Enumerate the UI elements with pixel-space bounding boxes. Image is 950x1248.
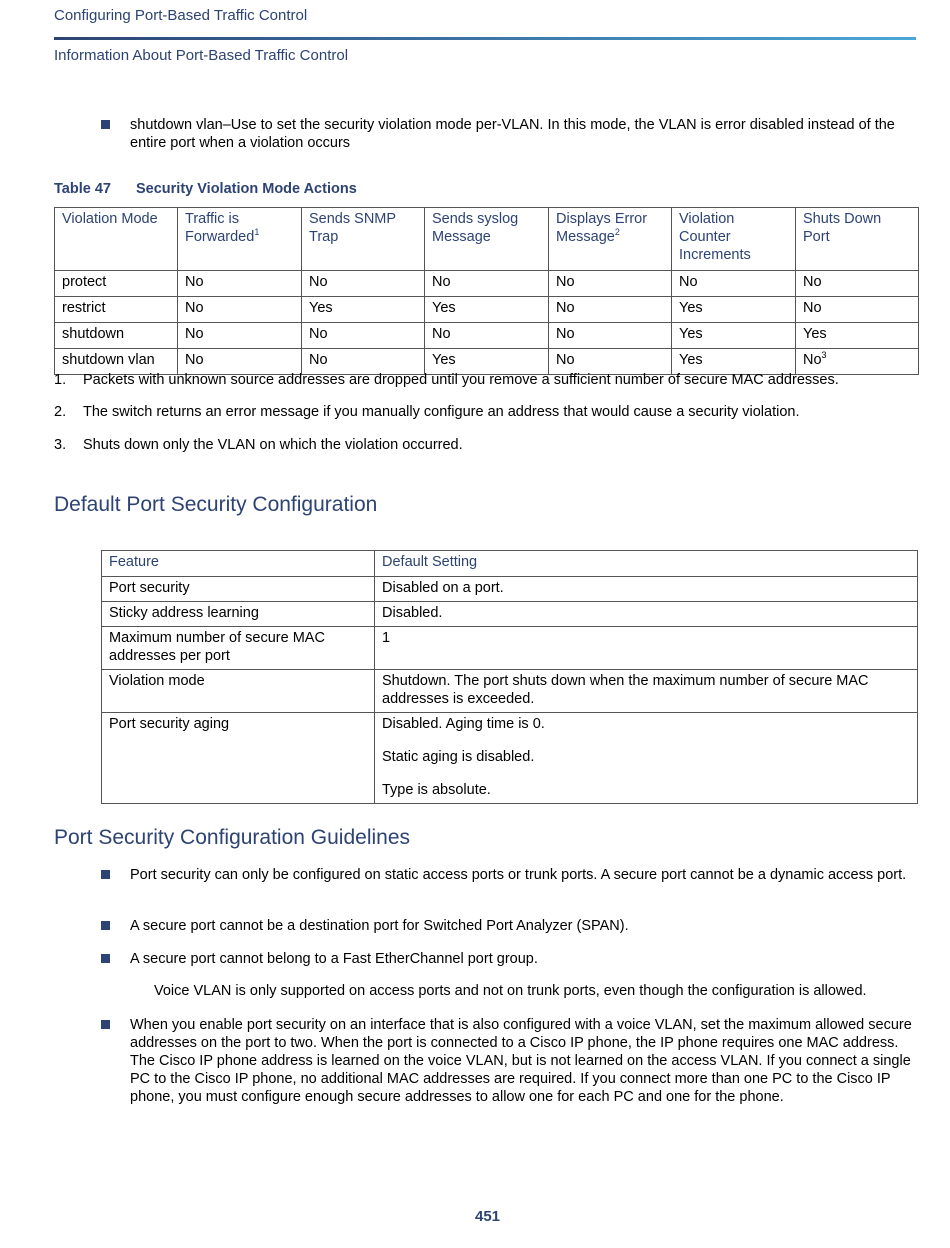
chapter-title: Configuring Port-Based Traffic Control — [54, 7, 308, 24]
guideline-bullet: Port security can only be configured on static access ports or trunk ports. A secure port cannot be a dynamic access port. — [130, 866, 914, 884]
header-traffic-forwarded: Traffic is Forwarded$^1$ — [178, 208, 302, 271]
table-cell: Yes — [425, 349, 549, 375]
voice-vlan-note: Voice VLAN is only supported on access ports and not on trunk ports, even though the configuration is allowed. — [154, 983, 867, 999]
table-47-caption — [54, 180, 357, 198]
table-cell: shutdown vlan — [55, 349, 178, 375]
table-cell: Yes — [302, 297, 425, 323]
table-cell: No — [672, 271, 796, 297]
header-violation-mode: Violation Mode — [55, 208, 178, 271]
header-feature: Feature — [102, 551, 375, 577]
table-cell: No — [302, 323, 425, 349]
setting-cell: Shutdown. The port shuts down when the maximum number of secure MAC addresses is exceeded. — [375, 670, 918, 713]
table-cell: No — [178, 349, 302, 375]
footnote-2: 2. The switch returns an error message if you manually configure an address that would cause a security violation. — [54, 404, 800, 420]
feature-cell: Maximum number of secure MAC addresses per port — [102, 627, 375, 670]
setting-cell: Disabled. — [375, 602, 918, 627]
bullet-square-icon — [101, 954, 110, 963]
table-cell: No$^3$ — [796, 349, 919, 375]
table-cell: restrict — [55, 297, 178, 323]
table-row — [55, 271, 919, 297]
table-row — [102, 670, 918, 713]
feature-cell: Port security aging — [102, 713, 375, 804]
header-rule — [54, 37, 916, 40]
page-number: 451 — [474, 1208, 501, 1225]
guideline-bullet: When you enable port security on an interface that is also configured with a voice VLAN, set the maximum allowed secure addresses on the port to two. When the port is connected to a Cisco IP phone, the IP phone requires one MAC address. The Cisco IP phone address is learned on the voice VLAN, but is not learned on the access VLAN. If you connect a single PC to the Cisco IP phone, no additional MAC addresses are required. If you connect more than one PC to the Cisco IP phone, you must configure enough secure addresses to allow one for each PC and one for the phone. — [130, 1016, 914, 1106]
setting-cell: Disabled. Aging time is 0. Static aging is disabled. Type is absolute. — [375, 713, 918, 804]
table-cell: Yes — [672, 297, 796, 323]
table-47-title: Security Violation Mode Actions — [136, 181, 357, 197]
table-cell: No — [425, 271, 549, 297]
table-cell: No — [549, 271, 672, 297]
table-cell: No — [796, 271, 919, 297]
setting-cell: Disabled on a port. — [375, 577, 918, 602]
table-cell: Yes — [425, 297, 549, 323]
footnote-ref-1: 1 — [254, 227, 260, 237]
guidelines-heading: Port Security Configuration Guidelines — [54, 826, 411, 849]
table-cell: No — [178, 271, 302, 297]
table-cell: No — [549, 297, 672, 323]
header-syslog-message: Sends syslog Message — [425, 208, 549, 271]
header-shuts-down-port: Shuts Down Port — [796, 208, 919, 271]
table-47-number: Table 47 — [54, 181, 111, 197]
table-row — [102, 627, 918, 670]
header-counter-increments: Violation Counter Increments — [672, 208, 796, 271]
header-snmp-trap: Sends SNMP Trap — [302, 208, 425, 271]
table-cell: No — [549, 323, 672, 349]
table-cell: No — [178, 323, 302, 349]
setting-cell: 1 — [375, 627, 918, 670]
intro-bullet — [130, 116, 914, 152]
table-row — [102, 602, 918, 627]
feature-cell: Violation mode — [102, 670, 375, 713]
footnote-3: 3. Shuts down only the VLAN on which the violation occurred. — [54, 437, 463, 453]
table-cell: No — [425, 323, 549, 349]
table-header-row — [55, 208, 919, 271]
table-row — [102, 577, 918, 602]
default-config-heading: Default Port Security Configuration — [54, 493, 378, 516]
feature-cell: Sticky address learning — [102, 602, 375, 627]
table-cell: No — [549, 349, 672, 375]
table-cell: No — [302, 349, 425, 375]
table-cell: Yes — [672, 349, 796, 375]
table-row — [55, 323, 919, 349]
bullet-square-icon — [101, 120, 110, 129]
security-violation-table — [54, 207, 919, 375]
table-cell: protect — [55, 271, 178, 297]
intro-bullet-text: shutdown vlan–Use to set the security violation mode per-VLAN. In this mode, the VLAN is error disabled instead of the entire port when a violation occurs — [130, 117, 895, 151]
header-default-setting: Default Setting — [375, 551, 918, 577]
guideline-bullet: A secure port cannot be a destination port for Switched Port Analyzer (SPAN). — [130, 917, 914, 935]
bullet-square-icon — [101, 870, 110, 879]
table-row — [55, 297, 919, 323]
bullet-square-icon — [101, 921, 110, 930]
footnote-ref-2: 2 — [614, 227, 620, 237]
footnote-ref-3: 3 — [821, 350, 827, 360]
guideline-bullet: A secure port cannot belong to a Fast EtherChannel port group. — [130, 950, 914, 968]
section-title: Information About Port-Based Traffic Control — [54, 47, 349, 64]
default-config-table — [101, 550, 918, 804]
table-header-row — [102, 551, 918, 577]
table-cell: Yes — [796, 323, 919, 349]
table-row — [102, 713, 918, 804]
feature-cell: Port security — [102, 577, 375, 602]
bullet-square-icon — [101, 1020, 110, 1029]
footnote-1: 1. Packets with unknown source addresses are dropped until you remove a sufficient number of secure MAC addresses. — [54, 372, 839, 388]
table-cell: No — [302, 271, 425, 297]
table-cell: No — [796, 297, 919, 323]
table-cell: No — [178, 297, 302, 323]
table-cell: Yes — [672, 323, 796, 349]
table-cell: shutdown — [55, 323, 178, 349]
header-error-message: Displays Error Message$^2$ — [549, 208, 672, 271]
